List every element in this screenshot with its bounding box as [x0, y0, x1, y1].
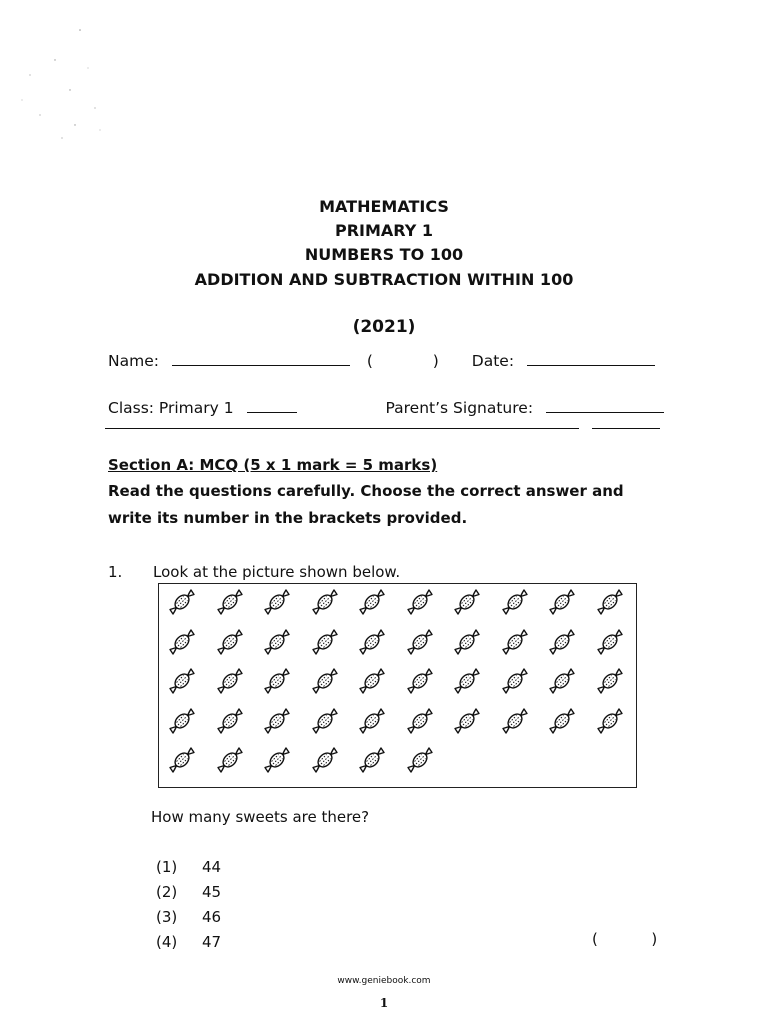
sweet-icon: [403, 743, 437, 777]
topic-title: NUMBERS TO 100: [304, 245, 464, 264]
sweet-icon: [308, 585, 342, 619]
sweet-icon: [260, 743, 294, 777]
option-label: (4): [156, 933, 178, 951]
option-4[interactable]: [156, 930, 221, 955]
sweet-icon: [498, 704, 532, 738]
answer-bracket-close: ): [651, 930, 658, 948]
option-value: 45: [202, 883, 222, 901]
class-field[interactable]: [247, 397, 297, 413]
sweet-icon: [545, 585, 579, 619]
sweet-icon: [308, 743, 342, 777]
sweet-icon: [450, 664, 484, 698]
sweet-icon: [355, 585, 389, 619]
option-value: 47: [202, 933, 222, 951]
sweet-icon: [165, 585, 199, 619]
question-number: 1.: [108, 563, 123, 581]
parent-signature-label: Parent’s Signature:: [385, 399, 534, 417]
name-date-row: [108, 350, 668, 370]
year-label: (2021): [352, 317, 416, 337]
sweets-picture-box: [158, 583, 637, 788]
sweet-icon: [355, 625, 389, 659]
sweet-icon: [593, 704, 627, 738]
name-label: Name:: [108, 352, 159, 370]
options-list: [156, 855, 221, 955]
option-label: (3): [156, 908, 178, 926]
sweet-icon: [260, 704, 294, 738]
option-label: (2): [156, 883, 178, 901]
section-title: Section A: MCQ (5 x 1 mark = 5 marks): [108, 456, 438, 474]
sweet-icon: [308, 625, 342, 659]
sweet-icon: [308, 704, 342, 738]
sweet-icon: [213, 625, 247, 659]
sweet-icon: [165, 743, 199, 777]
option-1[interactable]: [156, 855, 221, 880]
date-field[interactable]: [527, 350, 655, 366]
question-prompt: Look at the picture shown below.: [153, 563, 401, 581]
name-field[interactable]: [172, 350, 350, 366]
option-2[interactable]: [156, 880, 221, 905]
sweet-icon: [593, 625, 627, 659]
sweet-icon: [403, 664, 437, 698]
class-signature-row: [108, 397, 668, 417]
class-label: Class: Primary 1: [108, 399, 234, 417]
sweet-icon: [593, 585, 627, 619]
answer-bracket[interactable]: [592, 930, 657, 948]
divider-line: [105, 428, 579, 429]
option-value: 44: [202, 858, 222, 876]
sweet-icon: [545, 664, 579, 698]
option-value: 46: [202, 908, 222, 926]
scan-noise: [10, 20, 120, 140]
sweet-icon: [450, 704, 484, 738]
sweet-icon: [403, 585, 437, 619]
sweet-icon: [498, 625, 532, 659]
sweet-icon: [260, 585, 294, 619]
subtopic-title: ADDITION AND SUBTRACTION WITHIN 100: [194, 270, 574, 289]
sweet-icon: [165, 625, 199, 659]
sweet-icon: [213, 704, 247, 738]
sweet-icon: [403, 704, 437, 738]
divider-line-end: [592, 428, 660, 429]
answer-bracket-open: (: [592, 930, 598, 948]
instructions-line-1: Read the questions carefully. Choose the correct answer and: [108, 482, 624, 500]
option-3[interactable]: [156, 905, 221, 930]
subject-title: MATHEMATICS: [319, 197, 449, 216]
index-bracket-close: ): [432, 352, 439, 370]
sweet-icon: [355, 743, 389, 777]
sweet-icon: [165, 664, 199, 698]
sweet-icon: [498, 585, 532, 619]
sweet-icon: [593, 664, 627, 698]
sweet-icon: [355, 664, 389, 698]
sweet-icon: [213, 743, 247, 777]
page-number: 1: [379, 996, 389, 1010]
sweet-icon: [260, 664, 294, 698]
sweet-icon: [165, 704, 199, 738]
sweet-icon: [308, 664, 342, 698]
index-bracket-open: (: [366, 352, 373, 370]
sweet-icon: [498, 664, 532, 698]
instructions-line-2: write its number in the brackets provided.: [108, 509, 468, 527]
sweet-icon: [403, 625, 437, 659]
sweet-icon: [355, 704, 389, 738]
date-label: Date:: [471, 352, 515, 370]
sweet-icon: [260, 625, 294, 659]
level-title: PRIMARY 1: [334, 221, 434, 240]
sweet-icon: [545, 704, 579, 738]
sweet-icon: [450, 625, 484, 659]
question-text: How many sweets are there?: [151, 808, 370, 826]
footer-website: www.geniebook.com: [337, 976, 431, 986]
sweet-icon: [213, 585, 247, 619]
sweet-icon: [545, 625, 579, 659]
parent-signature-field[interactable]: [546, 397, 664, 413]
sweet-icon: [213, 664, 247, 698]
sweet-icon: [450, 585, 484, 619]
option-label: (1): [156, 858, 178, 876]
